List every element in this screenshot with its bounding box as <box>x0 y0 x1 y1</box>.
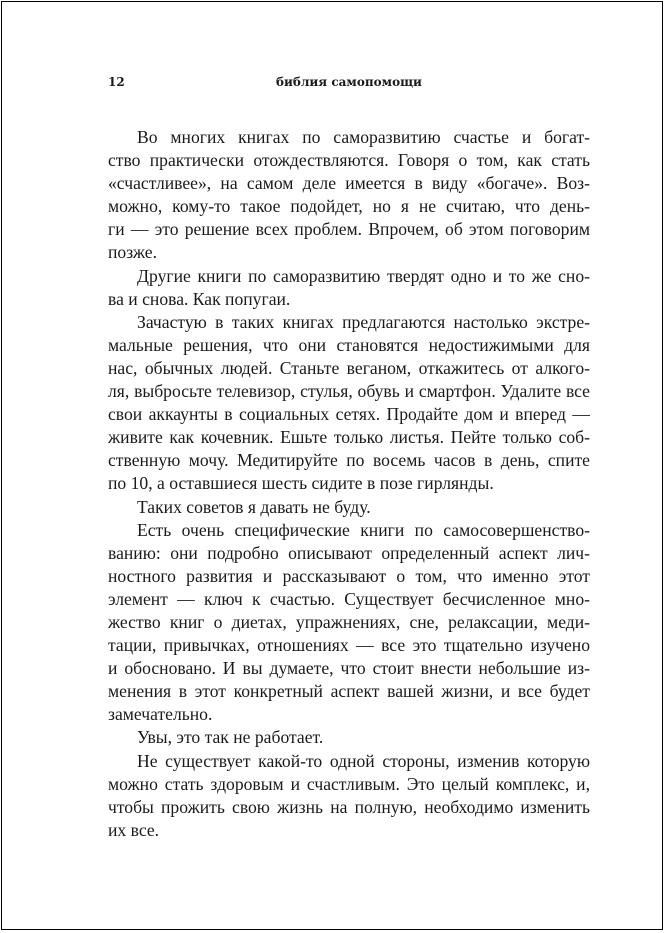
text-line: ля, выбросьте телевизор, стулья, обувь и смартфон. Удалите все <box>108 381 590 402</box>
text-line: ги — это решение всех проблем. Впрочем, об этом поговорим <box>108 219 590 240</box>
paragraph <box>108 311 590 496</box>
text-line: живите как кочевник. Ешьте только листья. Пейте только соб- <box>108 427 590 448</box>
text-line: можно стать здоровым и счастливым. Это целый комплекс, и, <box>108 773 590 794</box>
text-line: Увы, это так не работает. <box>137 727 324 748</box>
paragraph <box>108 726 590 749</box>
running-title: библия самопомощи <box>276 75 422 89</box>
paragraph <box>108 265 590 311</box>
text-line: их все. <box>108 819 160 840</box>
paragraph <box>108 126 590 265</box>
text-line: жество книг о диетах, упражнениях, сне, релаксации, меди- <box>108 611 590 632</box>
text-line: можно, кому-то такое подойдет, но я не считаю, что день- <box>108 196 590 217</box>
text-line: элемент — ключ к счастью. Существует бесчисленное мно- <box>108 588 590 609</box>
text-line: ственную мочу. Медитируйте по восемь часов в день, спите <box>108 450 590 471</box>
text-line: замечательно. <box>108 704 213 725</box>
paragraph <box>108 750 590 842</box>
text-line: мальные решения, что они становятся недостижимыми для <box>108 334 590 355</box>
text-line: Во многих книгах по саморазвитию счастье и богат- <box>137 127 590 147</box>
body-text <box>108 126 590 842</box>
text-line: и обосновано. И вы думаете, что стоит внести небольшие из- <box>108 658 590 679</box>
paragraph <box>108 519 590 727</box>
page-number: 12 <box>108 75 125 89</box>
text-line: «счастливее», на самом деле имеется в виду «богаче». Воз- <box>108 173 590 194</box>
text-line: Другие книги по саморазвитию твердят одно и то же сно- <box>137 265 590 286</box>
text-line: Таких советов я давать не буду. <box>137 496 371 517</box>
book-page <box>1 1 663 930</box>
text-line: тации, привычках, отношениях — все это тщательно изучено <box>108 635 590 656</box>
text-line: Есть очень специфические книги по самосовершенство- <box>137 519 590 540</box>
text-line: Не существует какой-то одной стороны, изменив которую <box>137 750 590 771</box>
text-line: ство практически отождествляются. Говоря о том, как стать <box>108 150 590 171</box>
text-line: ванию: они подробно описывают определенный аспект лич- <box>108 542 590 563</box>
paragraph <box>108 496 590 519</box>
text-line: ва и снова. Как попугаи. <box>108 288 291 309</box>
text-line: менения в этот конкретный аспект вашей жизни, и все будет <box>108 681 590 702</box>
text-line: нас, обычных людей. Станьте веганом, откажитесь от алкого- <box>108 357 590 378</box>
text-line: Зачастую в таких книгах предлагаются настолько экстре- <box>137 311 590 332</box>
text-line: ностного развития и рассказывают о том, что именно этот <box>108 565 590 586</box>
running-head <box>108 75 590 93</box>
text-line: свои аккаунты в социальных сетях. Продайте дом и вперед — <box>108 404 590 425</box>
text-line: позже. <box>108 242 157 263</box>
text-line: по 10, а оставшиеся шесть сидите в позе гирлянды. <box>108 473 494 494</box>
text-line: чтобы прожить свою жизнь на полную, необходимо изменить <box>108 796 590 817</box>
